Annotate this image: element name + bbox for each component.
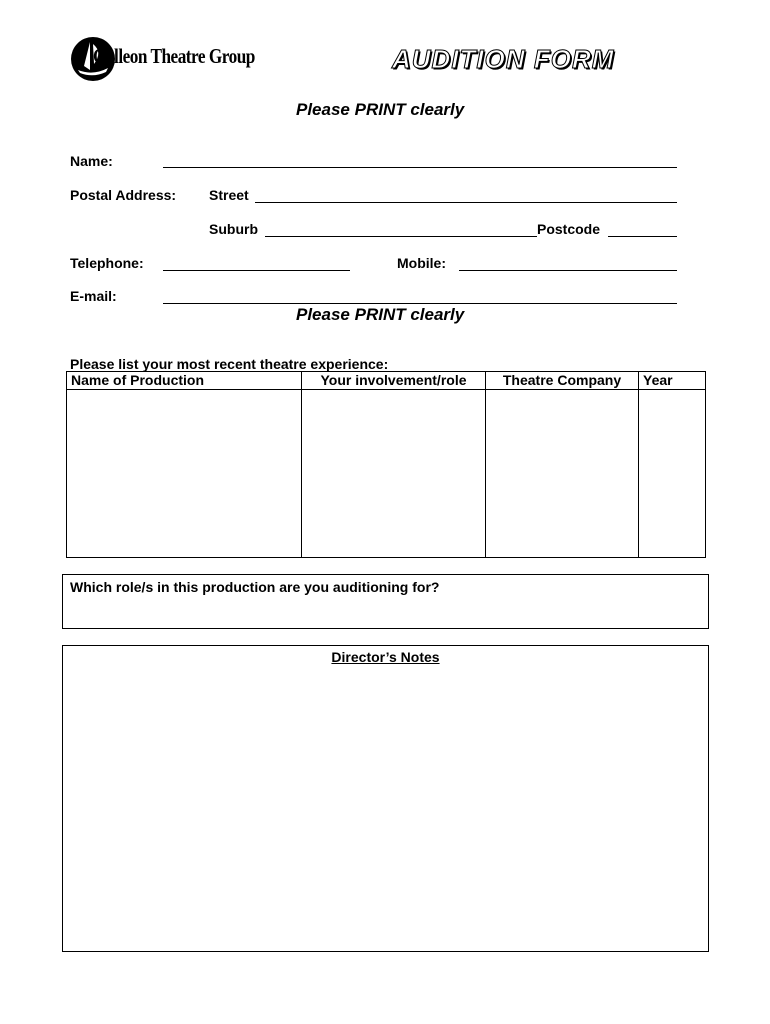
- production-cell[interactable]: [67, 390, 302, 558]
- company-cell[interactable]: [486, 390, 639, 558]
- mobile-label: Mobile:: [397, 255, 446, 271]
- col-involvement-role: Your involvement/role: [302, 372, 486, 390]
- suburb-field[interactable]: [265, 236, 537, 237]
- col-theatre-company: Theatre Company: [486, 372, 639, 390]
- street-label: Street: [209, 187, 249, 203]
- experience-intro: Please list your most recent theatre experience:: [70, 356, 389, 372]
- suburb-label: Suburb: [209, 221, 258, 237]
- street-field[interactable]: [255, 202, 677, 203]
- postcode-label: Postcode: [537, 221, 601, 237]
- table-header-row: [67, 372, 706, 390]
- name-field[interactable]: [163, 167, 677, 168]
- print-note-top: Please PRINT clearly: [296, 100, 465, 119]
- role-question-box[interactable]: [62, 574, 709, 629]
- col-year: Year: [639, 372, 706, 390]
- postcode-field[interactable]: [608, 236, 677, 237]
- postal-address-label: Postal Address:: [70, 187, 177, 203]
- mobile-field[interactable]: [459, 270, 677, 271]
- involvement-cell[interactable]: [302, 390, 486, 558]
- logo-text: Galleon Theatre Group: [93, 44, 255, 68]
- directors-notes-box[interactable]: [62, 645, 709, 952]
- experience-table: [66, 371, 706, 558]
- print-note-bottom: Please PRINT clearly: [296, 305, 465, 324]
- name-label: Name:: [70, 153, 113, 169]
- directors-notes-title: Director’s Notes: [331, 649, 440, 665]
- telephone-field[interactable]: [163, 270, 350, 271]
- year-cell[interactable]: [639, 390, 706, 558]
- email-label: E-mail:: [70, 288, 117, 304]
- email-field[interactable]: [163, 303, 677, 304]
- form-title: AUDITION FORM: [392, 44, 615, 74]
- col-name-of-production: Name of Production: [67, 372, 302, 390]
- table-row: [67, 390, 706, 558]
- role-question-label: Which role/s in this production are you auditioning for?: [70, 579, 440, 595]
- telephone-label: Telephone:: [70, 255, 144, 271]
